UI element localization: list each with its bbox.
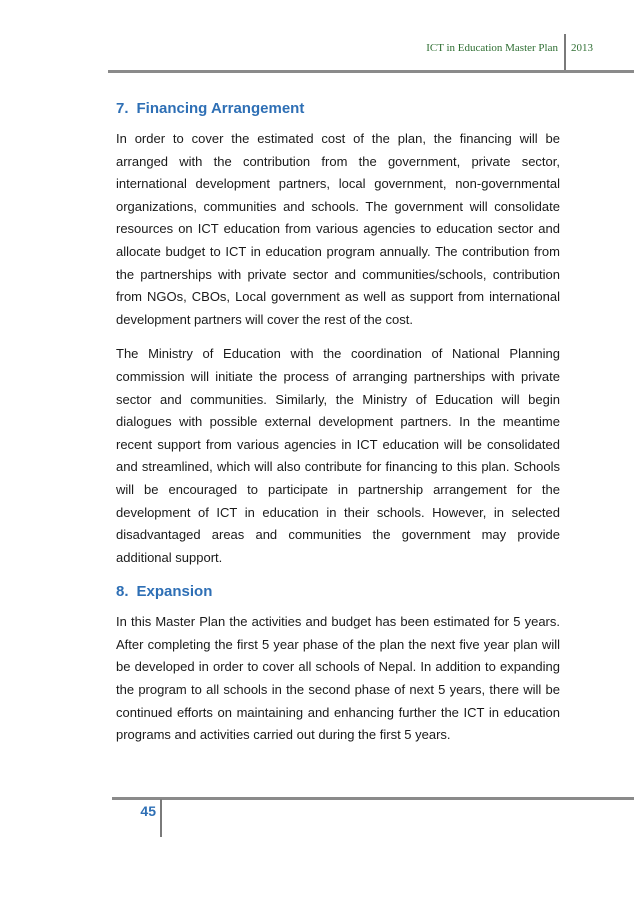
page-header <box>0 0 638 75</box>
section-title: Expansion <box>136 583 213 601</box>
header-title: ICT in Education Master Plan <box>426 42 558 54</box>
paragraph: In this Master Plan the activities and budget has been estimated for 5 years. After completing the first 5 year phase of the plan the next five year plan will be developed in order to cover all schools of Nepal. In addition to expanding the program to all schools in the second phase of next 5 years, there will be continued efforts on maintaining and enhancing further the ICT in education programs and activities carried out during the first 5 years. <box>116 614 560 743</box>
section-heading-expansion <box>116 581 560 603</box>
paragraph: In order to cover the estimated cost of the plan, the financing will be arranged with the contribution from the government, private sector, international development partners, local government, non-governmental organizations, communities and schools. The government will consolidate resources on ICT education from various agencies to education sector and allocate budget to ICT in education program annually. The contribution from the partnerships with private sector and communities/schools, contribution from NGOs, CBOs, Local government as well as support from international development partners will cover the rest of the cost. <box>116 131 560 327</box>
section-number: 8. <box>116 583 129 601</box>
footer-rule <box>112 797 634 800</box>
section-number: 7. <box>116 100 129 117</box>
section-title: Financing Arrangement <box>136 100 305 117</box>
page-body <box>116 98 560 747</box>
footer-divider-vertical <box>160 799 162 837</box>
header-rule <box>108 70 634 73</box>
paragraph: The Ministry of Education with the coordination of National Planning commission will initiate the process of arranging partnerships with private sector and communities. Similarly, the Ministry of Education will begin dialogues with possible external development partners. In the meantime recent support from various agencies in ICT education will be consolidated and streamlined, which will also contribute for financing to this plan. Schools will be encouraged to participate in partnership arrangement for the development of ICT in education in their schools. However, in selected disadvantaged areas and communities the government may provide additional support. <box>116 346 560 565</box>
header-year: 2013 <box>571 42 593 54</box>
page-number: 45 <box>140 803 156 819</box>
header-divider-vertical <box>564 34 566 72</box>
section-heading-financing <box>116 98 560 120</box>
